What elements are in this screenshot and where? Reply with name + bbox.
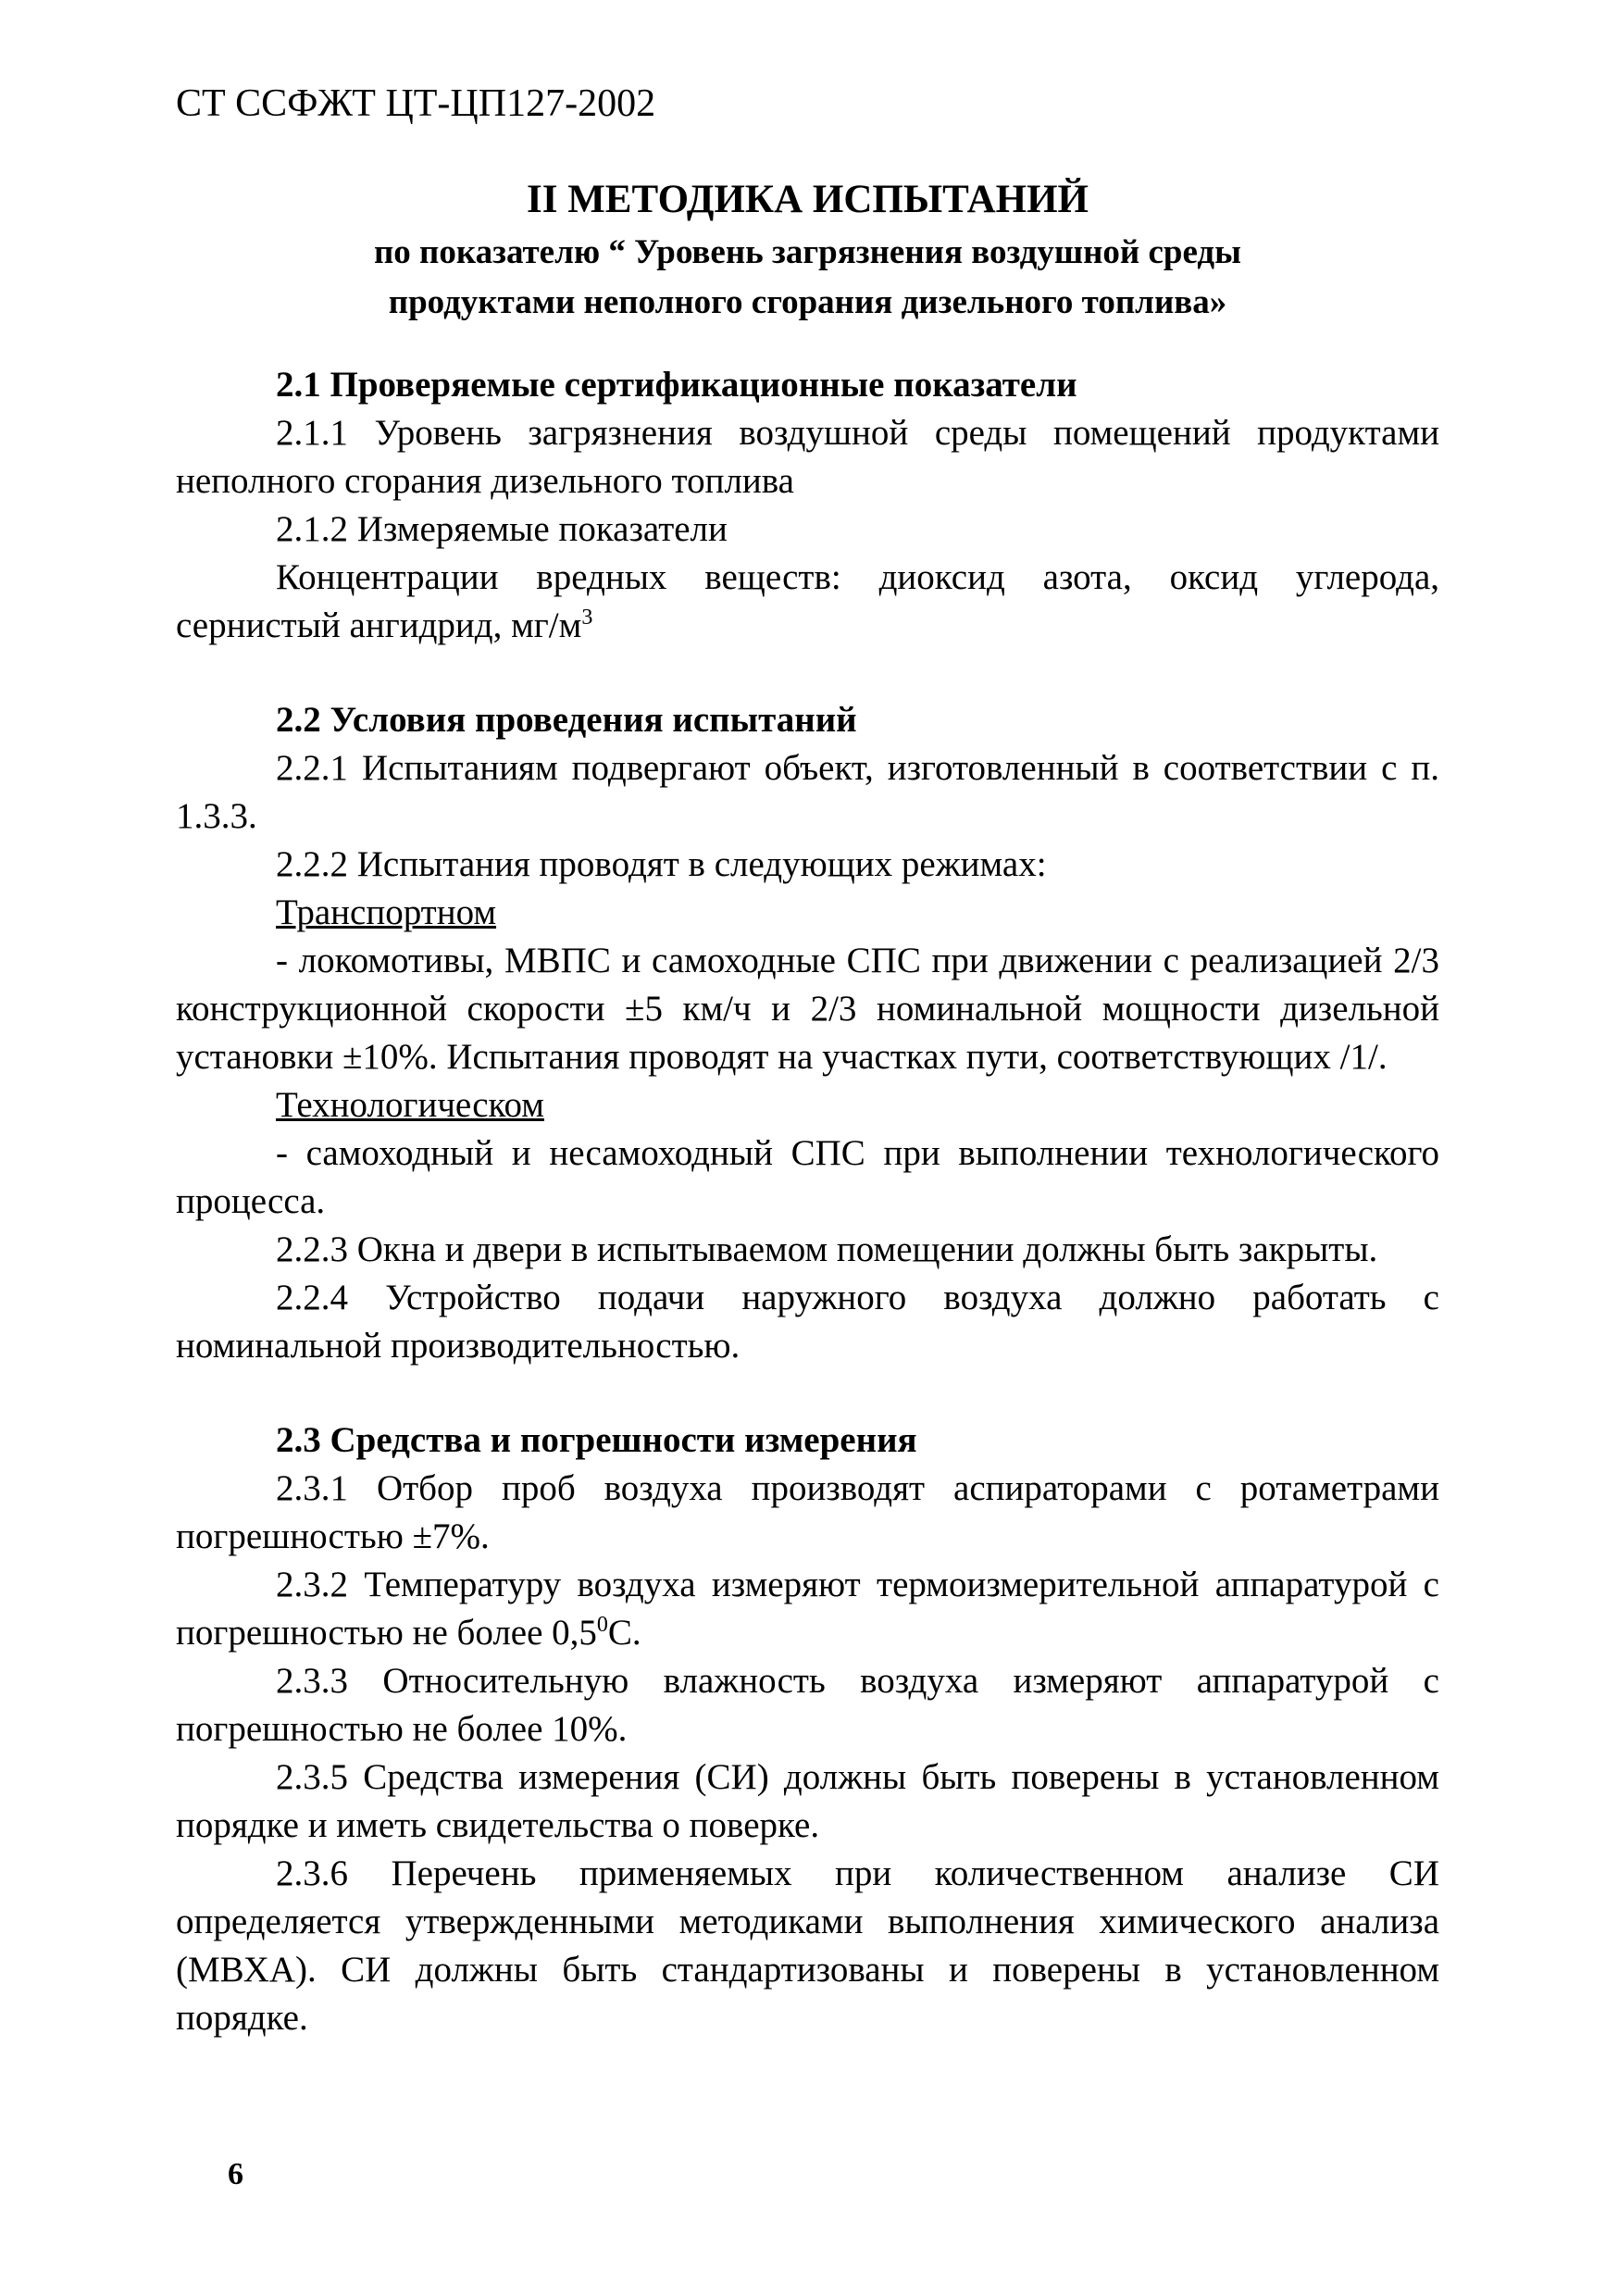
spacer <box>176 1370 1439 1416</box>
paragraph-2-2-2: 2.2.2 Испытания проводят в следующих режимах: <box>276 844 1047 884</box>
paragraph-concentrations <box>176 554 1439 650</box>
paragraph-2-2-4: 2.2.4 Устройство подачи наружного воздуха должно работать с номинальной производительностью. <box>176 1278 1439 1366</box>
paragraph-2-3-5: 2.3.5 Средства измерения (СИ) должны быть поверены в установленном порядке и иметь свидетельства о поверке. <box>176 1757 1439 1845</box>
page-number: 6 <box>228 2157 243 2191</box>
paragraph-2-3-2-text: 2.3.2 Температуру воздуха измеряют термоизмерительной аппаратурой с погрешностью не более 0,5 <box>176 1565 1439 1653</box>
unit-superscript: 3 <box>581 605 593 630</box>
paragraph-2-3-3: 2.3.3 Относительную влажность воздуха измеряют аппаратурой с погрешностью не более 10%. <box>176 1661 1439 1749</box>
concentrations-text: Концентрации вредных веществ: диоксид азота, оксид углерода, сернистый ангидрид, мг/м <box>176 557 1439 645</box>
document-body <box>176 361 1439 2042</box>
paragraph-2-3-6: 2.3.6 Перечень применяемых при количественном анализе СИ определяется утвержденными методиками выполнения химического анализа (МВХА). СИ должны быть стандартизованы и поверены в установленном порядке. <box>176 1853 1439 2038</box>
document-code: СТ ССФЖТ ЦТ-ЦП127-2002 <box>176 82 656 125</box>
paragraph-technological-mode: - самоходный и несамоходный СПС при выполнении технологического процесса. <box>176 1133 1439 1221</box>
degree-superscript: 0 <box>596 1613 608 1637</box>
paragraph-2-1-2: 2.1.2 Измеряемые показатели <box>276 509 728 549</box>
paragraph-2-2-3: 2.2.3 Окна и двери в испытываемом помещении должны быть закрыты. <box>276 1229 1378 1269</box>
paragraph-2-3-2 <box>176 1561 1439 1657</box>
mode-label-transport: Транспортном <box>276 892 497 932</box>
paragraph-2-3-1: 2.3.1 Отбор проб воздуха производят аспираторами с ротаметрами погрешностью ±7%. <box>176 1468 1439 1556</box>
section-title: II МЕТОДИКА ИСПЫТАНИЙ <box>526 178 1089 221</box>
heading-2-3: 2.3 Средства и погрешности измерения <box>276 1420 917 1460</box>
spacer <box>176 650 1439 696</box>
paragraph-2-3-2-end: С. <box>607 1613 641 1653</box>
paragraph-transport-mode: - локомотивы, МВПС и самоходные СПС при движении с реализацией 2/3 конструкционной скорости ±5 км/ч и 2/3 номинальной мощности дизельной установки ±10%. Испытания проводят на участках пути, соответствующих /1/. <box>176 941 1439 1077</box>
paragraph-2-2-1: 2.2.1 Испытаниям подвергают объект, изготовленный в соответствии с п. 1.3.3. <box>176 748 1439 836</box>
heading-2-2: 2.2 Условия проведения испытаний <box>276 700 857 740</box>
section-subtitle-line-2: продуктами неполного сгорания дизельного топлива» <box>388 283 1227 321</box>
paragraph-2-1-1: 2.1.1 Уровень загрязнения воздушной среды помещений продуктами неполного сгорания дизельного топлива <box>176 413 1439 501</box>
section-title-block <box>176 174 1439 328</box>
mode-label-technological: Технологическом <box>276 1085 544 1125</box>
heading-2-1: 2.1 Проверяемые сертификационные показатели <box>276 365 1077 405</box>
section-subtitle-line-1: по показателю “ Уровень загрязнения воздушной среды <box>373 233 1242 271</box>
